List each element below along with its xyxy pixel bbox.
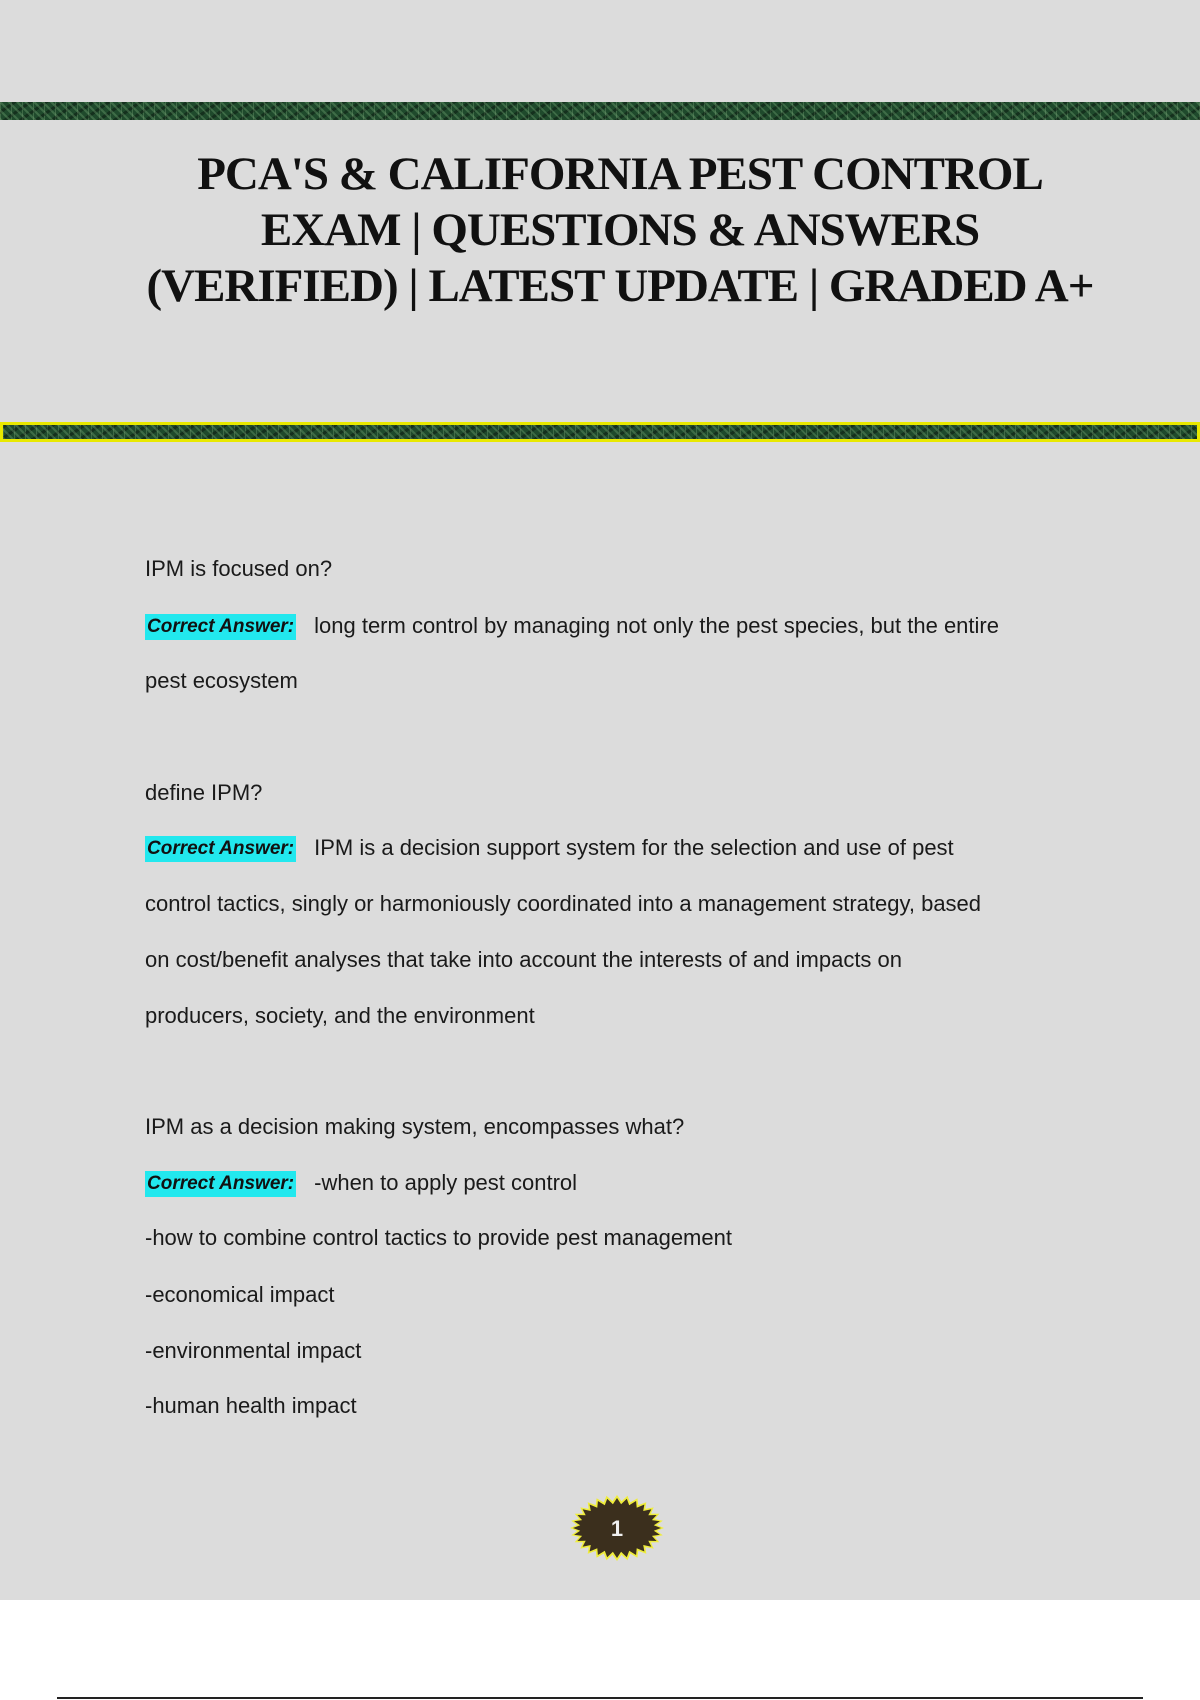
question-text: define IPM? bbox=[145, 780, 263, 805]
answer-text: -when to apply pest control bbox=[314, 1170, 578, 1195]
question-text: IPM is focused on? bbox=[145, 556, 333, 581]
answer-first-line bbox=[145, 1168, 577, 1198]
answer-line: -economical impact bbox=[145, 1282, 335, 1307]
answer-line: -human health impact bbox=[145, 1393, 357, 1418]
question-text: IPM as a decision making system, encompasses what? bbox=[145, 1114, 685, 1139]
answer-line: control tactics, singly or harmoniously coordinated into a management strategy, based bbox=[145, 891, 982, 916]
answer-text: IPM is a decision support system for the selection and use of pest bbox=[314, 835, 954, 860]
correct-answer-badge: Correct Answer: bbox=[145, 1171, 296, 1197]
correct-answer-badge: Correct Answer: bbox=[145, 836, 296, 862]
document-title: PCA'S & CALIFORNIA PEST CONTROL EXAM | QUESTIONS & ANSWERS (VERIFIED) | LATEST UPDATE | GRADED A+ bbox=[146, 148, 1094, 312]
header-band-bottom bbox=[0, 422, 1200, 442]
page-number: 1 bbox=[610, 1516, 624, 1541]
page-number-seal bbox=[570, 1495, 664, 1561]
answer-first-line bbox=[145, 833, 954, 863]
footer-rule bbox=[57, 1697, 1143, 1699]
answer-text: long term control by managing not only the pest species, but the entire bbox=[314, 613, 999, 638]
answer-line: pest ecosystem bbox=[145, 668, 298, 693]
answer-line: -environmental impact bbox=[145, 1338, 362, 1363]
answer-line: producers, society, and the environment bbox=[145, 1003, 535, 1028]
answer-line: -how to combine control tactics to provide pest management bbox=[145, 1225, 732, 1250]
answer-line: on cost/benefit analyses that take into account the interests of and impacts on bbox=[145, 947, 903, 972]
correct-answer-badge: Correct Answer: bbox=[145, 614, 296, 640]
header-band-top bbox=[0, 102, 1200, 120]
answer-first-line bbox=[145, 611, 999, 641]
